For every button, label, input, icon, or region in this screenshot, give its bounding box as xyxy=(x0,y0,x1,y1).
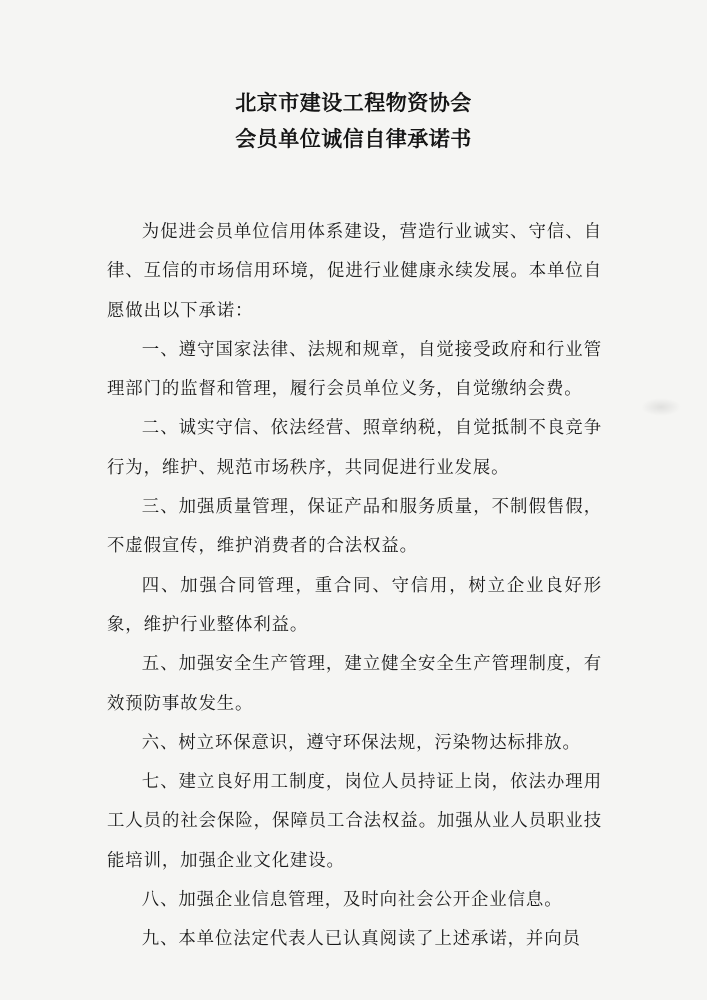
title-line-2: 会员单位诚信自律承诺书 xyxy=(235,127,472,151)
scan-smudge xyxy=(641,398,681,416)
paragraph-item-6: 六、树立环保意识，遵守环保法规，污染物达标排放。 xyxy=(141,732,581,753)
paragraph-item-5: 五、加强安全生产管理，建立健全安全生产管理制度，有效预防事故发生。 xyxy=(107,654,602,714)
paragraph-item-3: 三、加强质量管理，保证产品和服务质量，不制假售假，不虚假宣传，维护消费者的合法权益。 xyxy=(107,497,602,557)
paragraph-item-8: 八、加强企业信息管理，及时向社会公开企业信息。 xyxy=(141,890,563,911)
paragraph-intro: 为促进会员单位信用体系建设，营造行业诚实、守信、自律、互信的市场信用环境，促进行业健康永续发展。本单位自愿做出以下承诺： xyxy=(107,222,602,321)
paragraph-item-9: 九、本单位法定代表人已认真阅读了上述承诺，并向员 xyxy=(141,929,581,950)
paragraph-item-2: 二、诚实守信、依法经营、照章纳税，自觉抵制不良竞争行为，维护、规范市场秩序，共同促进行业发展。 xyxy=(107,418,602,478)
title-block xyxy=(105,85,602,157)
body-text xyxy=(107,213,602,960)
paragraph-item-7: 七、建立良好用工制度，岗位人员持证上岗，依法办理用工人员的社会保险，保障员工合法权益。加强从业人员职业技能培训，加强企业文化建设。 xyxy=(107,772,602,871)
paragraph-item-1: 一、遵守国家法律、法规和规章，自觉接受政府和行业管理部门的监督和管理，履行会员单位义务，自觉缴纳会费。 xyxy=(107,339,602,400)
title-line-1: 北京市建设工程物资协会 xyxy=(235,91,472,115)
paragraph-item-4: 四、加强合同管理，重合同、守信用，树立企业良好形象，维护行业整体利益。 xyxy=(107,575,602,635)
